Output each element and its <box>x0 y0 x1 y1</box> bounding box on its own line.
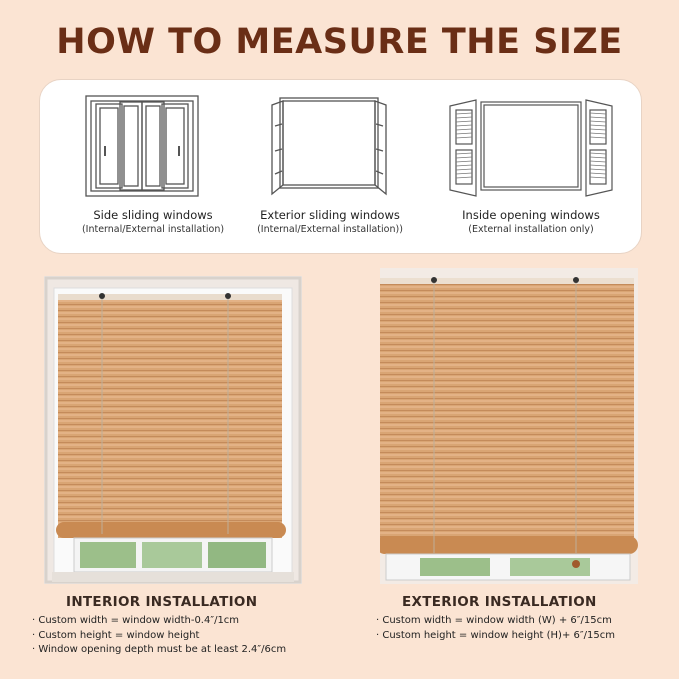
interior-installation-image <box>44 276 302 588</box>
interior-bullets <box>32 614 286 658</box>
window-sub-inside-opening: (External installation only) <box>468 224 594 235</box>
shutter-window-icon <box>446 98 616 198</box>
interior-bullet: · Custom width = window width-0.4″/1cm <box>32 614 286 629</box>
exterior-installation-image <box>380 268 638 588</box>
interior-title: INTERIOR INSTALLATION <box>66 594 258 610</box>
window-types-card <box>39 79 642 254</box>
interior-bullet: · Custom height = window height <box>32 629 286 644</box>
window-label-inside-opening: Inside opening windows <box>462 208 600 222</box>
page-title: HOW TO MEASURE THE SIZE <box>56 22 623 62</box>
exterior-bullet: · Custom width = window width (W) + 6″/15cm <box>376 614 615 629</box>
window-sub-exterior-sliding: (Internal/External installation)) <box>257 224 403 235</box>
sliding-window-icon <box>84 94 200 198</box>
exterior-bullet: · Custom height = window height (H)+ 6″/15cm <box>376 629 615 644</box>
window-label-exterior-sliding: Exterior sliding windows <box>260 208 400 222</box>
casement-window-icon <box>270 96 388 196</box>
exterior-title: EXTERIOR INSTALLATION <box>402 594 597 610</box>
interior-bullet: · Window opening depth must be at least 2.4″/6cm <box>32 643 286 658</box>
exterior-bullets <box>376 614 615 643</box>
window-sub-side-sliding: (Internal/External installation) <box>81 224 225 235</box>
window-label-side-sliding: Side sliding windows <box>93 208 213 222</box>
